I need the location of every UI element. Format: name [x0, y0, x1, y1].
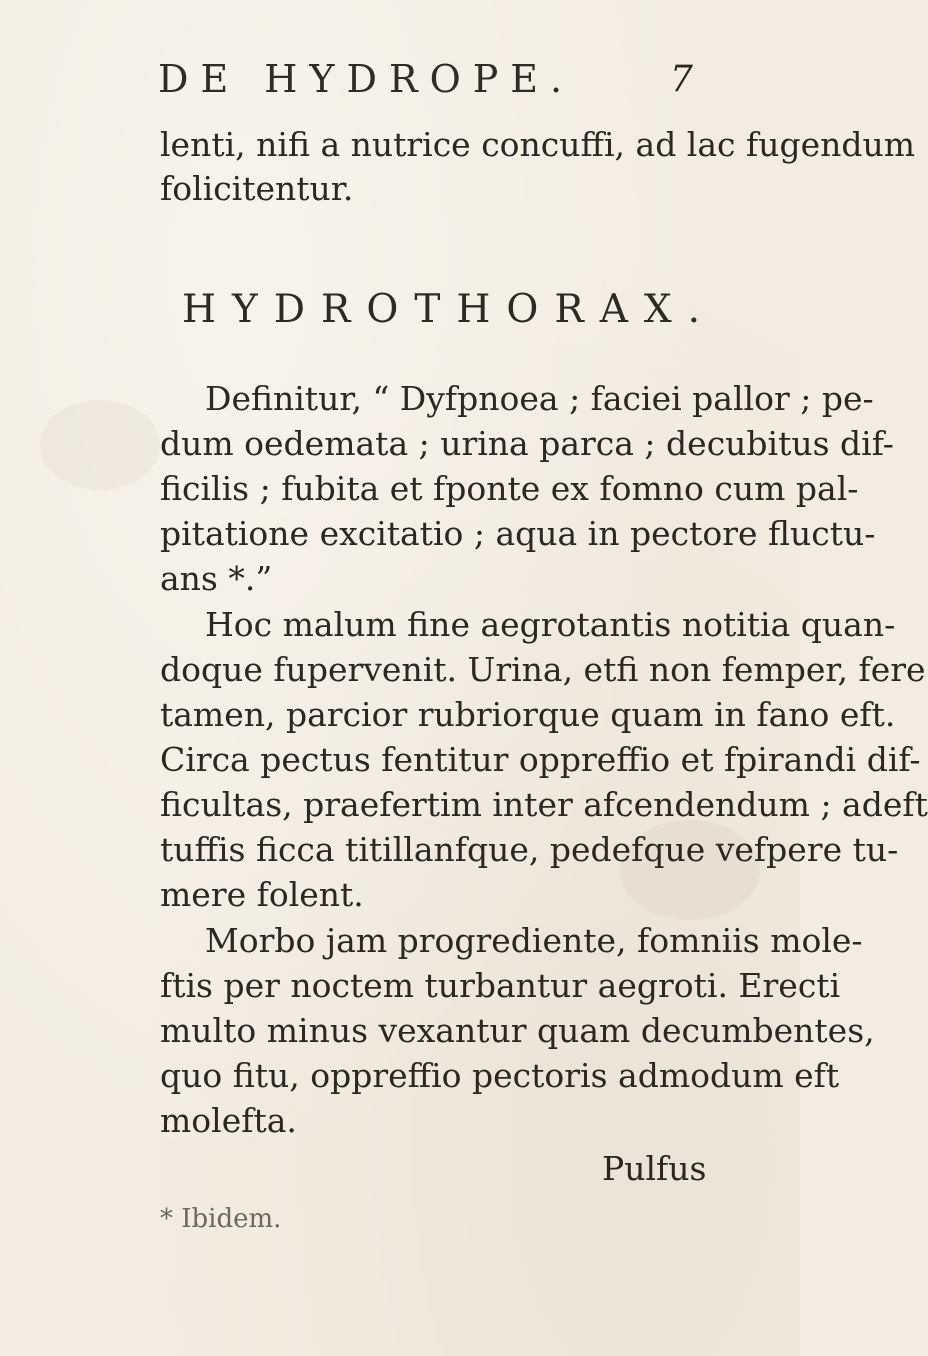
text-line: molefta. [160, 1101, 297, 1140]
text-line: ficultas, praefertim inter afcendendum ; adeft [160, 785, 928, 824]
text-line: dum oedemata ; urina parca ; decubitus dif- [160, 424, 894, 463]
text-line: Morbo jam progrediente, fomniis mole- [205, 921, 863, 960]
text-line: doque fupervenit. Urina, etfi non femper, fere [160, 650, 926, 689]
text-line: tamen, parcior rubriorque quam in fano eft. [160, 695, 896, 734]
text-line: Definitur, “ Dyfpnoea ; faciei pallor ; pe- [205, 379, 874, 418]
text-line: lenti, nifi a nutrice concuffi, ad lac fugendum [160, 125, 916, 164]
text-line: ans *.” [160, 559, 273, 598]
running-head: DE HYDROPE. [158, 57, 575, 101]
text-line: mere folent. [160, 875, 364, 914]
page-number: 7 [670, 59, 693, 100]
text-line: folicitentur. [160, 169, 354, 208]
paper-stain [40, 400, 160, 490]
text-line: Circa pectus fentitur oppreffio et fpirandi dif- [160, 740, 921, 779]
text-line: ficilis ; fubita et fponte ex fomno cum pal- [160, 469, 859, 508]
text-line: pitatione excitatio ; aqua in pectore fluctu- [160, 514, 876, 553]
text-line: quo fitu, oppreffio pectoris admodum eft [160, 1056, 840, 1095]
text-line: multo minus vexantur quam decumbentes, [160, 1011, 875, 1050]
text-line: Hoc malum fine aegrotantis notitia quan- [205, 605, 896, 644]
text-line: tuffis ficca titillanfque, pedefque vefpere tu- [160, 830, 899, 869]
section-heading: HYDROTHORAX. [182, 287, 717, 332]
text-line: ftis per noctem turbantur aegroti. Erecti [160, 966, 841, 1005]
catchword: Pulfus [602, 1149, 707, 1188]
footnote: * Ibidem. [160, 1204, 282, 1234]
